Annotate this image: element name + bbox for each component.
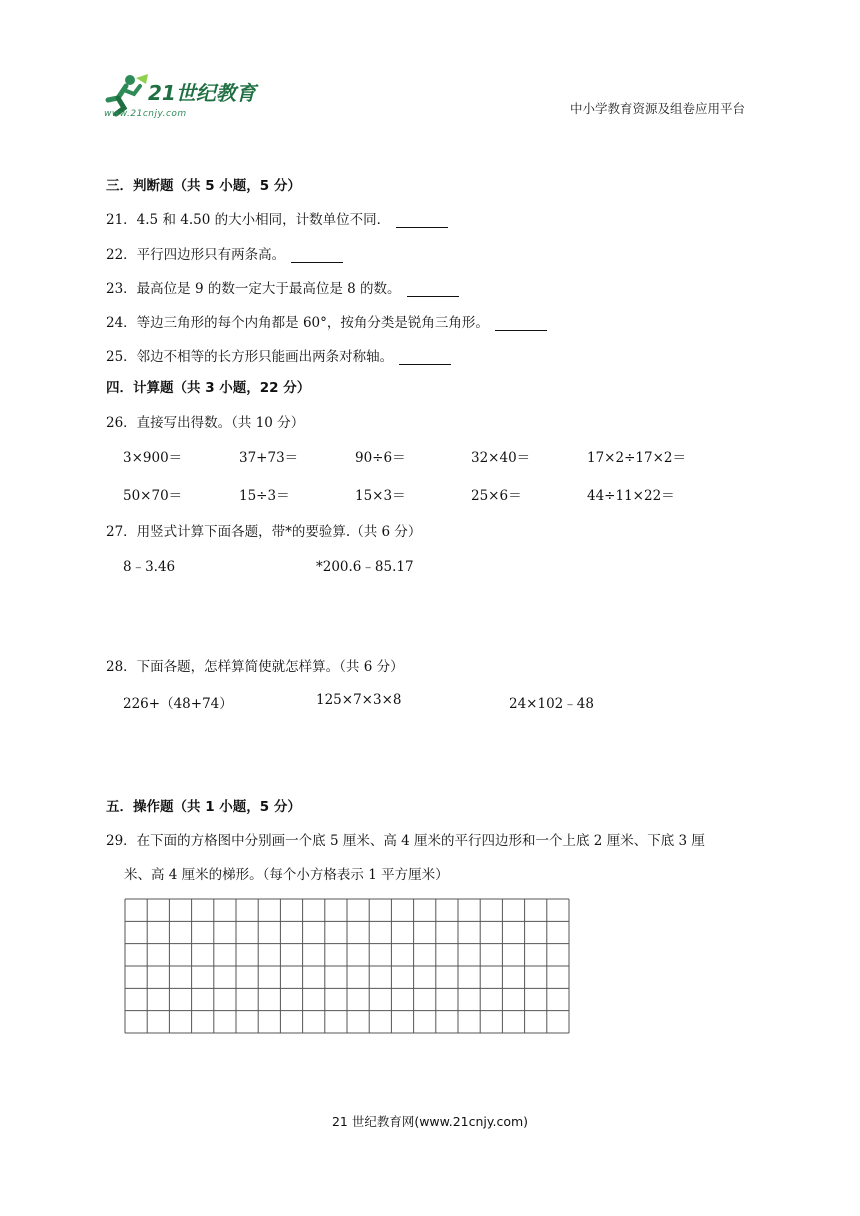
q22-text: 22．平行四边形只有两条高。: [106, 247, 286, 263]
q21-answer-blank[interactable]: [396, 213, 448, 228]
q21-text: 21．4.5 和 4.50 的大小相同，计数单位不同．: [106, 212, 391, 228]
page-footer: 21 世纪教育网(www.21cnjy.com): [331, 1114, 529, 1129]
brand-text: 中小学教育资源及组卷应用平台: [570, 101, 746, 116]
q26-row1-item: 90÷6＝: [355, 450, 406, 466]
q23-answer-blank[interactable]: [407, 282, 459, 297]
q26-row1-item: 3×900＝: [123, 450, 183, 466]
square-grid[interactable]: [124, 898, 570, 1034]
q29-text-line1: 29．在下面的方格图中分别画一个底 5 厘米、高 4 厘米的平行四边形和一个上底 2 厘米、下底 3 厘: [106, 833, 705, 849]
running-figure-icon: [108, 74, 148, 114]
q29-text-line2: 米、高 4 厘米的梯形。（每个小方格表示 1 平方厘米）: [124, 867, 449, 883]
q28-item: 226+（48+74）: [123, 696, 233, 712]
section5-title: 五．操作题（共 1 小题，5 分）: [106, 799, 301, 815]
section4-title: 四．计算题（共 3 小题，22 分）: [106, 380, 311, 396]
q27-text: 27．用竖式计算下面各题，带*的要验算.（共 6 分）: [106, 524, 422, 540]
q26-row1-item: 37+73＝: [239, 450, 299, 466]
q28-item: 125×7×3×8: [316, 692, 402, 708]
q26-text: 26．直接写出得数。（共 10 分）: [106, 415, 305, 431]
q26-row2-item: 25×6＝: [471, 488, 522, 504]
q25-text: 25．邻边不相等的长方形只能画出两条对称轴。: [106, 349, 394, 365]
q26-row2-item: 50×70＝: [123, 488, 183, 504]
q24-answer-blank[interactable]: [495, 316, 547, 331]
q26-row2-item: 44÷11×22＝: [587, 488, 675, 504]
q23-text: 23．最高位是 9 的数一定大于最高位是 8 的数。: [106, 281, 401, 297]
q26-row1-item: 32×40＝: [471, 450, 531, 466]
section3-title: 三．判断题（共 5 小题，5 分）: [106, 178, 301, 194]
q26-row1-item: 17×2÷17×2＝: [587, 450, 686, 466]
q26-row2-item: 15÷3＝: [239, 488, 290, 504]
q27-item: *200.6﹣85.17: [316, 559, 414, 575]
logo-main-text: 21世纪教育: [148, 81, 256, 105]
q28-item: 24×102﹣48: [509, 696, 594, 712]
q28-text: 28．下面各题，怎样算简使就怎样算。（共 6 分）: [106, 659, 404, 675]
q27-item: 8﹣3.46: [123, 559, 176, 575]
q26-row2-item: 15×3＝: [355, 488, 406, 504]
q22-answer-blank[interactable]: [291, 248, 343, 263]
site-logo: [96, 70, 266, 120]
q25-answer-blank[interactable]: [399, 350, 451, 365]
q24-text: 24．等边三角形的每个内角都是 60°，按角分类是锐角三角形。: [106, 315, 489, 331]
logo-url-text: www.21cnjy.com: [104, 109, 187, 119]
